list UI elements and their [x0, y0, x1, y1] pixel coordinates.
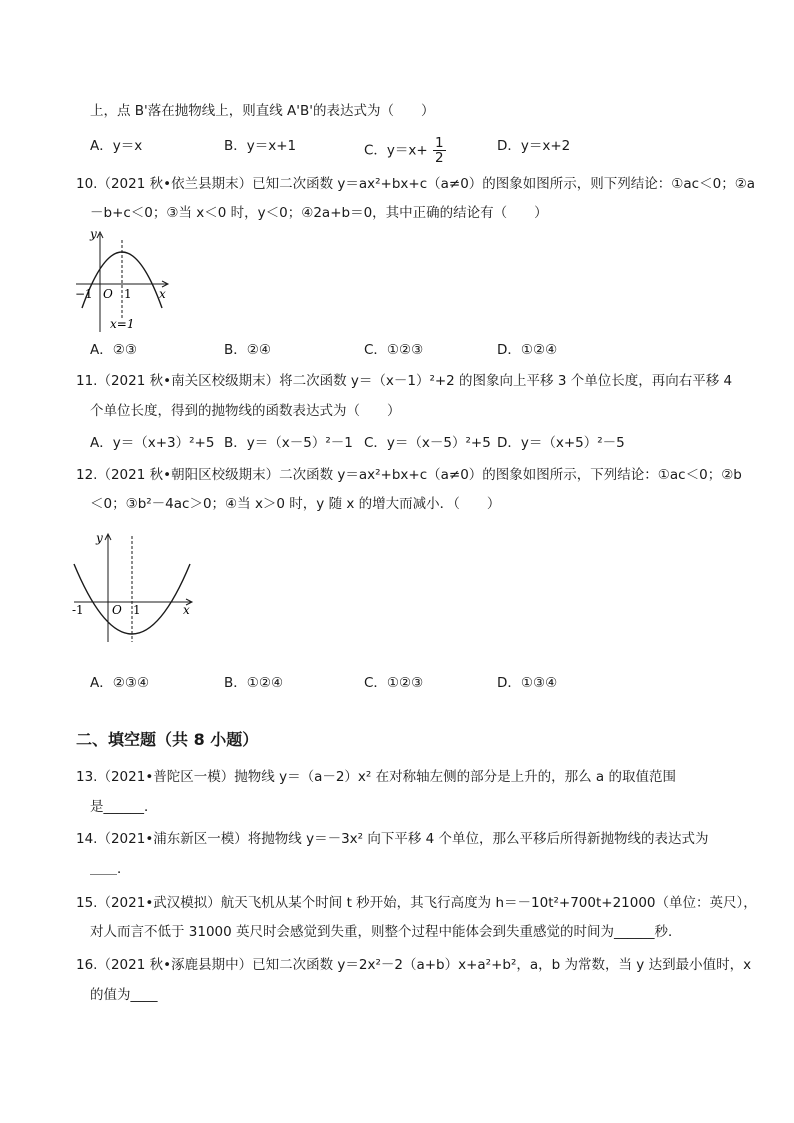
q12-label-neg1: -1	[72, 603, 84, 617]
q13-stem-line2: 是______．	[90, 799, 158, 815]
q9-option-c	[364, 136, 446, 165]
q11-stem-line1: 11.（2021 秋•南关区校级期末）将二次函数 y＝（x－1）²+2 的图象向上平移 3 个单位长度，再向右平移 4	[76, 373, 733, 389]
q12-option-d: D．①③④	[497, 675, 558, 691]
q12-option-a: A．②③④	[90, 675, 150, 691]
q10-label-neg1: −1	[75, 287, 93, 301]
q9-option-c-fraction	[433, 136, 446, 165]
q10-parabola-graph	[70, 228, 180, 338]
q15-stem-line2: 对人而言不低于 31000 英尺时会感觉到失重，则整个过程中能体会到失重感觉的时间为______秒．	[90, 924, 682, 940]
q10-stem-line2: －b+c＜0；③当 x＜0 时，y＜0；④2a+b＝0，其中正确的结论有（ ）	[90, 205, 548, 221]
q11-option-b: B．y＝（x－5）²－1	[224, 435, 353, 451]
q14-stem-line1: 14.（2021•浦东新区一模）将抛物线 y＝－3x² 向下平移 4 个单位，那么平移后所得新抛物线的表达式为	[76, 831, 709, 847]
q13-stem-line1: 13.（2021•普陀区一模）抛物线 y＝（a－2）x² 在对称轴左侧的部分是上升的，那么 a 的取值范围	[76, 769, 676, 785]
q12-stem-line2: ＜0；③b²－4ac＞0；④当 x＞0 时，y 随 x 的增大而减小．（ ）	[90, 496, 501, 512]
q15-stem-line1: 15.（2021•武汉模拟）航天飞机从某个时间 t 秒开始，其飞行高度为 h＝－10t²+700t+21000（单位：英尺），	[76, 895, 757, 911]
q16-stem-line1: 16.（2021 秋•涿鹿县期中）已知二次函数 y＝2x²－2（a+b）x+a²+b²，a，b 为常数，当 y 达到最小值时，x	[76, 957, 752, 973]
q16-stem-line2: 的值为____	[90, 987, 158, 1003]
q10-label-origin: O	[103, 287, 113, 301]
q10-label-one: 1	[124, 287, 132, 301]
q9-frac-num: 1	[435, 135, 444, 151]
q9-option-d: D．y＝x+2	[497, 138, 571, 154]
q12-option-c: C．①②③	[364, 675, 424, 691]
q9-option-b: B．y＝x+1	[224, 138, 297, 154]
q11-stem-line2: 个单位长度，得到的抛物线的函数表达式为（ ）	[90, 403, 401, 419]
section-2-title: 二、填空题（共 8 小题）	[76, 730, 259, 749]
q12-stem-line1: 12.（2021 秋•朝阳区校级期末）二次函数 y＝ax²+bx+c（a≠0）的图象如图所示，下列结论：①ac＜0；②b	[76, 467, 742, 483]
q10-label-x: x	[159, 287, 166, 301]
q12-label-origin: O	[112, 603, 122, 617]
q9-frac-den: 2	[435, 150, 444, 166]
q10-option-b: B．②④	[224, 342, 271, 358]
q10-label-axis: x=1	[110, 317, 135, 331]
q10-option-d: D．①②④	[497, 342, 558, 358]
q11-option-c: C．y＝（x－5）²+5	[364, 435, 491, 451]
q10-option-a: A．②③	[90, 342, 137, 358]
q12-label-y: y	[96, 531, 103, 545]
q10-label-y: y	[90, 228, 97, 241]
q12-option-b: B．①②④	[224, 675, 284, 691]
q11-option-a: A．y＝（x+3）²+5	[90, 435, 215, 451]
q12-parabola-graph	[70, 530, 200, 650]
q14-stem-line2: ＿＿．	[90, 861, 131, 877]
q9-option-a: A．y＝x	[90, 138, 143, 154]
q10-option-c: C．①②③	[364, 342, 424, 358]
q11-option-d: D．y＝（x+5）²－5	[497, 435, 625, 451]
q12-label-x: x	[183, 603, 190, 617]
q10-stem-line1: 10.（2021 秋•依兰县期末）已知二次函数 y＝ax²+bx+c（a≠0）的图象如图所示，则下列结论：①ac＜0；②a	[76, 176, 756, 192]
q9-stem: 上，点 B'落在抛物线上，则直线 A'B'的表达式为（ ）	[90, 103, 435, 119]
q12-label-one: 1	[133, 603, 141, 617]
q9-option-c-text: C．y＝x+	[364, 142, 428, 159]
